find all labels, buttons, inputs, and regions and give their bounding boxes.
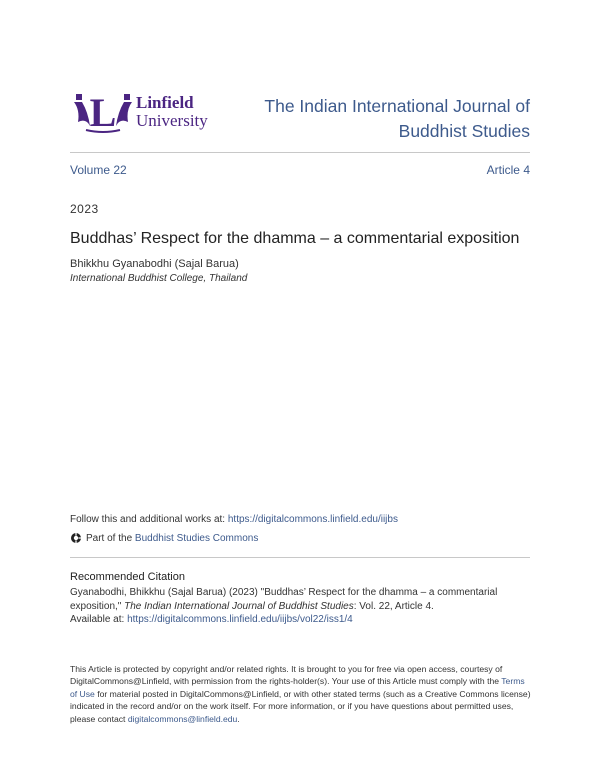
- article-author: Bhikkhu Gyanabodhi (Sajal Barua): [70, 258, 239, 270]
- volume-link[interactable]: Volume 22: [70, 163, 127, 177]
- citation-text-1: Gyanabodhi, Bhikkhu (Sajal Barua) (2023) "Buddhas’ Respect for the dhamma – a commentarial exposition,": [70, 587, 498, 612]
- publication-year: 2023: [70, 202, 99, 216]
- logo-line2: University: [136, 111, 208, 130]
- citation-body: [70, 586, 530, 627]
- divider-bottom: [70, 557, 530, 558]
- author-affiliation: International Buddhist College, Thailand: [70, 273, 248, 284]
- rights-text-2: for material posted in DigitalCommons@Linfield, or with other stated terms (such as a Creative Commons license) indicated in the record and/or on the work itself. For more information, or if you have questions about permitted uses, please contact: [70, 688, 531, 724]
- follow-line: [70, 514, 398, 525]
- network-commons-icon: [70, 532, 82, 544]
- article-link[interactable]: Article 4: [486, 163, 530, 177]
- rights-statement: [70, 663, 532, 725]
- commons-prefix: Part of the: [86, 532, 133, 544]
- rights-text-3: .: [237, 713, 240, 724]
- terms-of-use-link[interactable]: Terms of Use: [70, 676, 525, 699]
- citation-available-prefix: Available at:: [70, 614, 128, 625]
- journal-title[interactable]: The Indian International Journal of Buddhist Studies: [264, 96, 530, 141]
- contact-email-link[interactable]: digitalcommons@linfield.edu: [127, 713, 238, 724]
- citation-heading: Recommended Citation: [70, 571, 185, 583]
- commons-link[interactable]: Buddhist Studies Commons: [134, 532, 259, 544]
- follow-prefix: Follow this and additional works at:: [70, 514, 228, 525]
- divider-top: [70, 152, 530, 153]
- citation-journal: The Indian International Journal of Buddhist Studies: [124, 600, 354, 612]
- commons-line: [70, 532, 258, 544]
- logo-mark: L: [89, 90, 117, 134]
- rights-text-1: This Article is protected by copyright and/or related rights. It is brought to you for free via open access, courtesy of DigitalCommons@Linfield, with permission from the rights-holder(s). Your use of this Article must comply with the: [70, 664, 503, 687]
- citation-url-link[interactable]: https://digitalcommons.linfield.edu/iijbs/vol22/iss1/4: [127, 614, 353, 625]
- follow-link[interactable]: https://digitalcommons.linfield.edu/iijbs: [227, 514, 398, 525]
- logo-wordmark: [136, 94, 208, 129]
- citation-text-2: : Vol. 22, Article 4.: [353, 600, 434, 612]
- article-title: Buddhas’ Respect for the dhamma – a commentarial exposition: [70, 230, 520, 247]
- logo-line1: Linfield: [136, 93, 194, 112]
